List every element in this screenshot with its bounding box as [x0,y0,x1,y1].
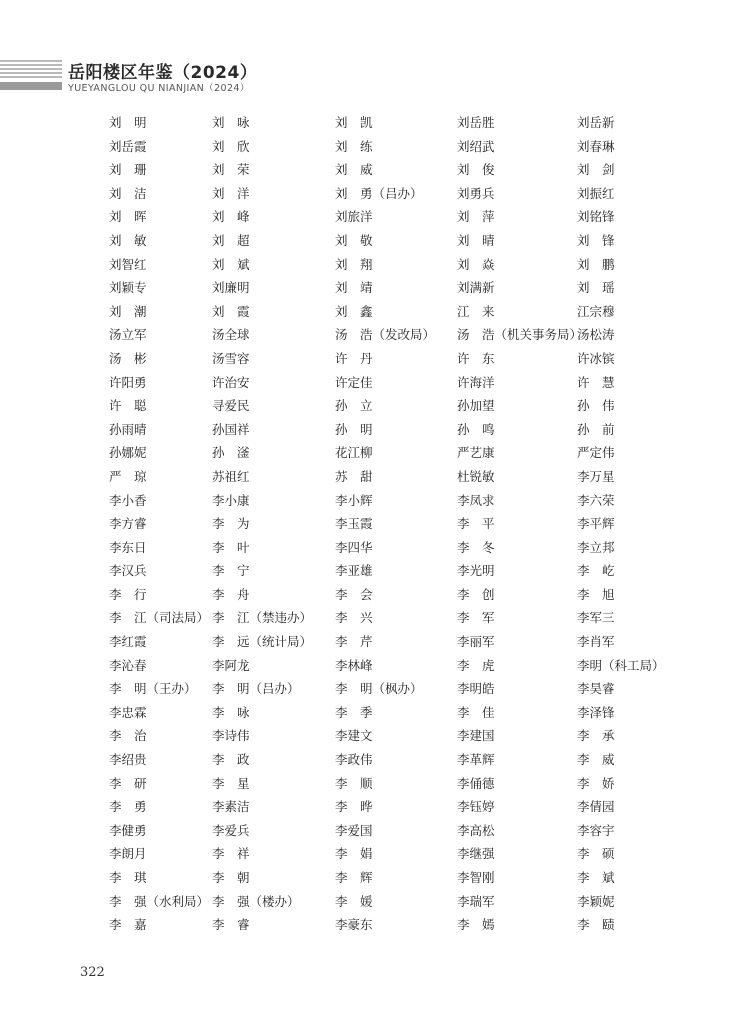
name-entry: 李 政 [212,752,250,768]
name-entry: 刘 剑 [577,162,615,178]
name-row [0,113,750,137]
name-entry: 李 季 [335,704,373,720]
name-entry: 李光明 [457,563,495,579]
name-entry: 李 宁 [212,563,250,579]
name-entry: 刘 峰 [212,209,250,225]
name-entry: 李 明（枫办） [335,681,423,697]
name-entry: 李万星 [577,468,615,484]
name-entry: 刘 萍 [457,209,495,225]
name-row [0,797,750,821]
name-entry: 李泽锋 [577,704,615,720]
name-entry: 刘智红 [109,256,147,272]
name-entry: 孙 伟 [577,398,615,414]
name-entry: 李 顺 [335,775,373,791]
name-entry: 李 祥 [212,846,250,862]
name-row [0,514,750,538]
name-entry: 李 娟 [335,846,373,862]
name-entry: 刘绍武 [457,138,495,154]
name-entry: 李 晔 [335,799,373,815]
name-entry: 李 冬 [457,539,495,555]
name-entry: 刘 鑫 [335,303,373,319]
name-entry: 李 江（禁违办） [212,610,313,626]
name-entry: 李 威 [577,752,615,768]
name-entry: 李 硕 [577,846,615,862]
name-entry: 李 芹 [335,634,373,650]
name-entry: 刘 晴 [457,232,495,248]
name-entry: 刘廉明 [212,280,250,296]
name-entry: 李 星 [212,775,250,791]
name-entry: 李 创 [457,586,495,602]
name-entry: 许定佳 [335,374,373,390]
name-entry: 刘 焱 [457,256,495,272]
name-row [0,844,750,868]
name-entry: 汤 彬 [109,350,147,366]
header-stripes [0,60,62,80]
name-entry: 李 叶 [212,539,250,555]
name-entry: 刘 练 [335,138,373,154]
name-row [0,703,750,727]
name-row [0,160,750,184]
name-entry: 苏祖红 [212,468,250,484]
name-entry: 许 聪 [109,398,147,414]
page-number: 322 [80,965,105,980]
name-entry: 李钰婷 [457,799,495,815]
name-row [0,679,750,703]
name-entry: 刘 霞 [212,303,250,319]
name-entry: 刘 鹏 [577,256,615,272]
name-entry: 李 旭 [577,586,615,602]
name-entry: 李容宇 [577,822,615,838]
name-entry: 刘勇兵 [457,185,495,201]
name-entry: 李 行 [109,586,147,602]
name-row [0,278,750,302]
name-entry: 汤全球 [212,327,250,343]
name-entry: 李 琪 [109,870,147,885]
name-entry: 李东日 [109,539,147,555]
name-entry: 李 兴 [335,610,373,626]
name-entry: 许 东 [457,350,495,366]
name-entry: 刘 敬 [335,232,373,248]
name-entry: 李 强（楼办） [212,893,300,909]
name-entry: 孙 前 [577,421,615,437]
name-entry: 李沁春 [109,657,147,673]
name-entry: 李健勇 [109,822,147,838]
name-entry: 李 明（吕办） [212,681,300,697]
name-entry: 李朗月 [109,846,147,862]
name-entry: 李 虎 [457,657,495,673]
name-entry: 李 屹 [577,563,615,579]
name-entry: 刘 敏 [109,232,147,248]
name-entry: 孙 明 [335,421,373,437]
name-entry: 李立邦 [577,539,615,555]
name-entry: 江 来 [457,303,495,319]
name-entry: 李红霞 [109,634,147,650]
name-entry: 刘 晖 [109,209,147,225]
name-row [0,538,750,562]
name-entry: 汤松涛 [577,327,615,343]
name-entry: 李诗伟 [212,728,250,744]
name-entry: 刘 俊 [457,162,495,178]
name-row [0,325,750,349]
name-entry: 李 平 [457,516,495,532]
header-subtitle-bar [0,82,62,90]
name-row [0,726,750,750]
name-entry: 刘颖专 [109,280,147,296]
name-entry: 严定伟 [577,445,615,461]
name-row [0,656,750,680]
name-row [0,184,750,208]
name-entry: 李 远（统计局） [212,634,313,650]
name-entry: 李亚雄 [335,563,373,579]
name-row [0,443,750,467]
name-row [0,231,750,255]
name-entry: 刘铭锋 [577,209,615,225]
name-entry: 汤立军 [109,327,147,343]
name-entry: 许冰镔 [577,350,615,366]
name-row [0,467,750,491]
name-entry: 李 睿 [212,917,250,933]
name-entry: 李 治 [109,728,147,744]
name-entry: 李平辉 [577,516,615,532]
name-entry: 许 丹 [335,350,373,366]
name-entry: 苏 甜 [335,468,373,484]
name-row [0,561,750,585]
name-entry: 李 明（王办） [109,681,197,697]
name-entry: 刘 威 [335,162,373,178]
name-entry: 汤 浩（机关事务局） [457,327,583,343]
name-entry: 许阳勇 [109,374,147,390]
name-entry: 刘满新 [457,280,495,296]
name-row [0,915,750,939]
name-row [0,491,750,515]
header-subtitle: YUEYANGLOU QU NIANJIAN（2024） [68,83,250,94]
name-entry: 李 会 [335,586,373,602]
name-entry: 杜锐敏 [457,468,495,484]
name-entry: 孙国祥 [212,421,250,437]
name-entry: 李 辉 [335,870,373,885]
name-entry: 李六荣 [577,492,615,508]
name-entry: 刘岳胜 [457,115,495,130]
name-row [0,373,750,397]
name-entry: 李 军 [457,610,495,626]
name-row [0,821,750,845]
name-entry: 许治安 [212,374,250,390]
name-entry: 刘旅洋 [335,209,373,225]
name-entry: 李 佳 [457,704,495,720]
name-entry: 花江柳 [335,445,373,461]
name-entry: 李革辉 [457,752,495,768]
name-entry: 刘 荣 [212,162,250,178]
name-entry: 李阿龙 [212,657,250,673]
name-entry: 李建文 [335,728,373,744]
name-entry: 李 勇 [109,799,147,815]
name-row [0,207,750,231]
header-title: 岳阳楼区年鉴（2024） [68,63,258,83]
name-entry: 严艺康 [457,445,495,461]
name-row [0,255,750,279]
name-entry: 李明（科工局） [577,657,665,673]
name-entry: 刘 靖 [335,280,373,296]
name-entry: 孙 鸣 [457,421,495,437]
name-entry: 刘岳霞 [109,138,147,154]
name-entry: 刘 翔 [335,256,373,272]
name-entry: 李凤求 [457,492,495,508]
name-entry: 李政伟 [335,752,373,768]
name-row [0,420,750,444]
name-entry: 刘春琳 [577,138,615,154]
name-entry: 刘岳新 [577,115,615,130]
name-row [0,396,750,420]
name-entry: 孙加望 [457,398,495,414]
name-entry: 李 咏 [212,704,250,720]
name-row [0,868,750,892]
name-entry: 李素洁 [212,799,250,815]
name-entry: 江宗穆 [577,303,615,319]
name-entry: 李四华 [335,539,373,555]
name-entry: 李明皓 [457,681,495,697]
name-entry: 李军三 [577,610,615,626]
name-list [0,113,750,939]
name-entry: 刘 潮 [109,303,147,319]
name-entry: 李爱国 [335,822,373,838]
name-entry: 李忠霖 [109,704,147,720]
name-entry: 李颖妮 [577,893,615,909]
name-entry: 李俑德 [457,775,495,791]
name-entry: 李 朝 [212,870,250,885]
name-row [0,302,750,326]
name-entry: 李汉兵 [109,563,147,579]
name-entry: 李豪东 [335,917,373,933]
name-entry: 李 承 [577,728,615,744]
name-row [0,892,750,916]
name-entry: 刘 斌 [212,256,250,272]
name-entry: 刘 超 [212,232,250,248]
name-entry: 李 强（水利局） [109,893,210,909]
name-entry: 李 嫣 [457,917,495,933]
name-entry: 李建国 [457,728,495,744]
name-row [0,750,750,774]
running-header [0,52,750,96]
name-entry: 李 赜 [577,917,615,933]
name-entry: 许海洋 [457,374,495,390]
name-entry: 李昊睿 [577,681,615,697]
name-entry: 李 娇 [577,775,615,791]
name-entry: 李继强 [457,846,495,862]
name-entry: 李 为 [212,516,250,532]
name-entry: 李肖军 [577,634,615,650]
name-entry: 李高松 [457,822,495,838]
name-entry: 刘 珊 [109,162,147,178]
name-entry: 孙娜妮 [109,445,147,461]
name-entry: 李 嘉 [109,917,147,933]
name-entry: 李小香 [109,492,147,508]
name-entry: 李小康 [212,492,250,508]
name-entry: 刘振红 [577,185,615,201]
name-entry: 李林峰 [335,657,373,673]
name-row [0,774,750,798]
name-entry: 孙 滏 [212,445,250,461]
name-entry: 李倩园 [577,799,615,815]
name-row [0,585,750,609]
name-entry: 严 琼 [109,468,147,484]
name-entry: 许 慧 [577,374,615,390]
name-entry: 李瑞军 [457,893,495,909]
name-entry: 刘 欣 [212,138,250,154]
name-entry: 寻爱民 [212,398,250,414]
name-entry: 刘 明 [109,115,147,130]
name-entry: 孙 立 [335,398,373,414]
name-entry: 刘 凯 [335,115,373,130]
name-entry: 李 媛 [335,893,373,909]
name-entry: 李方睿 [109,516,147,532]
name-entry: 李 舟 [212,586,250,602]
name-entry: 李 斌 [577,870,615,885]
name-entry: 李智刚 [457,870,495,885]
name-entry: 刘 洁 [109,185,147,201]
name-row [0,608,750,632]
name-entry: 汤雪容 [212,350,250,366]
name-entry: 刘 瑶 [577,280,615,296]
name-entry: 李玉霞 [335,516,373,532]
name-entry: 孙雨晴 [109,421,147,437]
name-entry: 刘 咏 [212,115,250,130]
name-row [0,349,750,373]
name-entry: 汤 浩（发改局） [335,327,436,343]
name-row [0,632,750,656]
name-entry: 李 江（司法局） [109,610,210,626]
name-entry: 刘 勇（吕办） [335,185,423,201]
name-entry: 李 研 [109,775,147,791]
name-entry: 刘 洋 [212,185,250,201]
name-entry: 李爱兵 [212,822,250,838]
name-entry: 李丽军 [457,634,495,650]
name-entry: 李小辉 [335,492,373,508]
name-row [0,137,750,161]
name-entry: 李绍贵 [109,752,147,768]
name-entry: 刘 锋 [577,232,615,248]
